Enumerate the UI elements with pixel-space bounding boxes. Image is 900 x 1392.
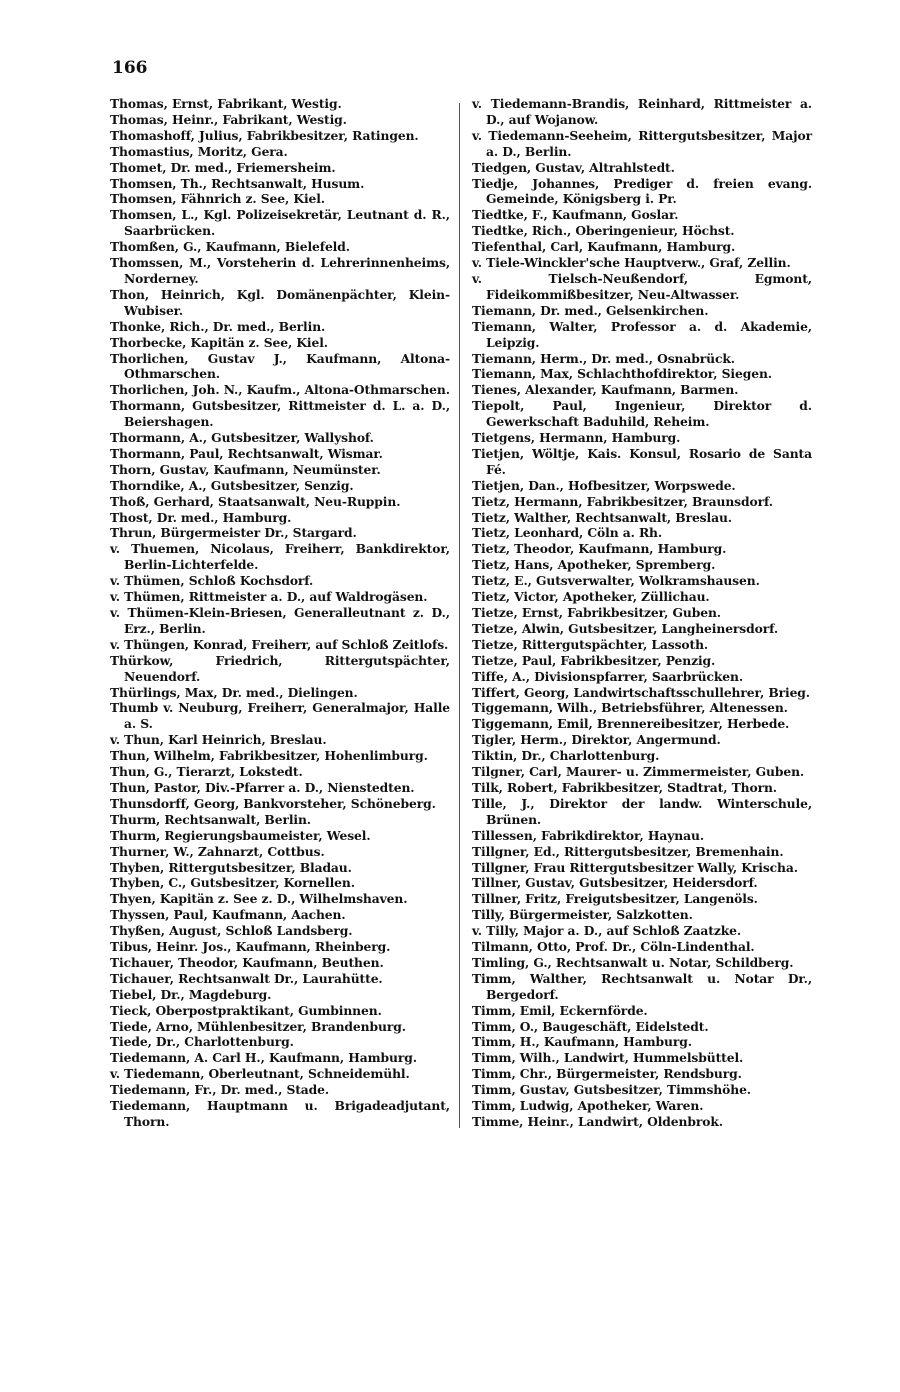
directory-entry: v. Tilly, Major a. D., auf Schloß Zaatzke. (472, 923, 742, 939)
directory-entry: v. Tiele-Winckler'sche Hauptverw., Graf, Zellin. (472, 255, 791, 271)
directory-entry: Tietze, Rittergutspächter, Lassoth. (472, 636, 709, 652)
directory-entry: Thurner, W., Zahnarzt, Cottbus. (110, 843, 325, 859)
directory-entry: Tiedemann, A. Carl H., Kaufmann, Hamburg. (110, 1050, 417, 1066)
directory-entry: Thomßen, G., Kaufmann, Bielefeld. (110, 239, 350, 255)
directory-entry: Thomssen, M., Vorsteherin d. Lehrerinnenheims, Norderney. (110, 255, 450, 286)
directory-entry: Tibus, Heinr. Jos., Kaufmann, Rheinberg. (110, 939, 391, 955)
directory-entry: Tiefenthal, Carl, Kaufmann, Hamburg. (472, 239, 736, 255)
directory-entry: Thomsen, L., Kgl. Polizeisekretär, Leutnant d. R., Saarbrücken. (110, 207, 450, 239)
directory-entry: Tiedemann, Hauptmann u. Brigadeadjutant, Thorn. (110, 1098, 450, 1129)
directory-entry: Tillgner, Ed., Rittergutsbesitzer, Bremenhain. (472, 843, 784, 859)
directory-entry: Tilmann, Otto, Prof. Dr., Cöln-Lindenthal. (472, 939, 755, 955)
directory-entry: Tillessen, Fabrikdirektor, Haynau. (472, 827, 705, 843)
directory-entry: Tietze, Alwin, Gutsbesitzer, Langheinersdorf. (472, 620, 779, 636)
directory-entry: Tienes, Alexander, Kaufmann, Barmen. (472, 382, 739, 398)
directory-entry: Tiffe, A., Divisionspfarrer, Saarbrücken. (472, 668, 744, 684)
directory-entry: Tietz, Victor, Apotheker, Züllichau. (472, 589, 710, 605)
directory-entry: Tieck, Oberpostpraktikant, Gumbinnen. (110, 1002, 382, 1018)
directory-entry: Thomastius, Moritz, Gera. (110, 143, 288, 159)
directory-entry: Timm, Emil, Eckernförde. (472, 1002, 648, 1018)
directory-entry: Thürkow, Friedrich, Rittergutspächter, Neuendorf. (110, 652, 450, 684)
directory-entry: Thormann, Paul, Rechtsanwalt, Wismar. (110, 445, 383, 461)
directory-entry: Tietz, Theodor, Kaufmann, Hamburg. (472, 541, 727, 557)
directory-entry: Tiedje, Johannes, Prediger d. freien evang. Gemeinde, Königsberg i. Pr. (472, 175, 812, 207)
directory-entry: Tietz, E., Gutsverwalter, Wolkramshausen. (472, 573, 760, 589)
directory-entry: Tichauer, Theodor, Kaufmann, Beuthen. (110, 954, 384, 970)
directory-entry: Thonke, Rich., Dr. med., Berlin. (110, 318, 326, 334)
directory-entry: Tietjen, Dan., Hofbesitzer, Worpswede. (472, 477, 736, 493)
directory-entry: Thumb v. Neuburg, Freiherr, Generalmajor, Halle a. S. (110, 700, 450, 732)
directory-entry: Thormann, Gutsbesitzer, Rittmeister d. L. a. D., Beiershagen. (110, 398, 450, 430)
directory-entry: Thyßen, August, Schloß Landsberg. (110, 923, 353, 939)
directory-entry: Timm, Walther, Rechtsanwalt u. Notar Dr., Bergedorf. (472, 970, 812, 1002)
directory-entry: Thormann, A., Gutsbesitzer, Wallyshof. (110, 430, 374, 446)
directory-entry: Tiede, Arno, Mühlenbesitzer, Brandenburg. (110, 1018, 406, 1034)
directory-entry: Timm, O., Baugeschäft, Eidelstedt. (472, 1018, 709, 1034)
directory-entry: Thurm, Regierungsbaumeister, Wesel. (110, 827, 371, 843)
directory-entry: Thomet, Dr. med., Friemersheim. (110, 159, 336, 175)
directory-entry: Thomsen, Fähnrich z. See, Kiel. (110, 191, 325, 207)
directory-entry: Thürlings, Max, Dr. med., Dielingen. (110, 684, 358, 700)
directory-entry: Tillgner, Frau Rittergutsbesitzer Wally, Krischa. (472, 859, 798, 875)
directory-entry: Thun, Wilhelm, Fabrikbesitzer, Hohenlimburg. (110, 748, 428, 764)
directory-entry: Tietz, Walther, Rechtsanwalt, Breslau. (472, 509, 732, 525)
page-number: 166 (112, 58, 148, 78)
directory-entry: Tiffert, Georg, Landwirtschaftsschullehrer, Brieg. (472, 684, 810, 700)
directory-entry: Tietz, Hermann, Fabrikbesitzer, Braunsdorf. (472, 493, 773, 509)
directory-entry: Tichauer, Rechtsanwalt Dr., Laurahütte. (110, 970, 383, 986)
directory-entry: Tiemann, Herm., Dr. med., Osnabrück. (472, 350, 735, 366)
directory-entry: Thomas, Ernst, Fabrikant, Westig. (110, 96, 342, 111)
directory-entry: Tietze, Paul, Fabrikbesitzer, Penzig. (472, 652, 716, 668)
directory-entry: Tiede, Dr., Charlottenburg. (110, 1034, 294, 1050)
directory-entry: Tiktin, Dr., Charlottenburg. (472, 748, 660, 764)
directory-entry: Thyen, Kapitän z. See z. D., Wilhelmshaven. (110, 891, 408, 907)
directory-entry: Tilgner, Carl, Maurer- u. Zimmermeister, Guben. (472, 764, 805, 780)
directory-entry: Tiebel, Dr., Magdeburg. (110, 986, 272, 1002)
directory-entry: Tiemann, Max, Schlachthofdirektor, Siegen. (472, 366, 772, 382)
directory-entry: v. Tielsch-Neußendorf, Egmont, Fideikommißbesitzer, Neu-Altwasser. (472, 270, 812, 302)
directory-entry: Timling, G., Rechtsanwalt u. Notar, Schildberg. (472, 954, 794, 970)
directory-entry: Thun, Pastor, Div.-Pfarrer a. D., Nienstedten. (110, 779, 415, 795)
directory-entry: v. Thümen, Rittmeister a. D., auf Waldrogäsen. (110, 589, 428, 605)
directory-entry: Timm, Chr., Bürgermeister, Rendsburg. (472, 1066, 742, 1082)
directory-entry: Tiedtke, F., Kaufmann, Goslar. (472, 207, 679, 223)
directory-entry: Thorlichen, Gustav J., Kaufmann, Altona-Othmarschen. (110, 350, 450, 382)
directory-entry: v. Thuemen, Nicolaus, Freiherr, Bankdirektor, Berlin-Lichterfelde. (110, 541, 450, 573)
directory-entry: Thunsdorff, Georg, Bankvorsteher, Schöneberg. (110, 795, 436, 811)
directory-entry: Tiemann, Walter, Professor a. d. Akademie, Leipzig. (472, 318, 812, 350)
directory-entry: Tietz, Leonhard, Cöln a. Rh. (472, 525, 663, 541)
directory-entry: Thomas, Heinr., Fabrikant, Westig. (110, 111, 347, 127)
directory-entry: Tietgens, Hermann, Hamburg. (472, 430, 681, 446)
directory-entry: Tillner, Gustav, Gutsbesitzer, Heidersdorf. (472, 875, 758, 891)
directory-entry: Thyssen, Paul, Kaufmann, Aachen. (110, 907, 346, 923)
directory-entry: Tiedemann, Fr., Dr. med., Stade. (110, 1082, 330, 1098)
directory-entry: v. Thüngen, Konrad, Freiherr, auf Schloß Zeitlofs. (110, 636, 449, 652)
directory-entry: Thoß, Gerhard, Staatsanwalt, Neu-Ruppin. (110, 493, 401, 509)
directory-entry: Thun, G., Tierarzt, Lokstedt. (110, 764, 303, 780)
directory-entry: Tietjen, Wöltje, Kais. Konsul, Rosario de Santa Fé. (472, 445, 812, 477)
directory-entry: v. Tiedemann-Seeheim, Rittergutsbesitzer, Major a. D., Berlin. (472, 127, 812, 159)
directory-entry: Tiedtke, Rich., Oberingenieur, Höchst. (472, 223, 735, 239)
directory-entry: v. Tiedemann-Brandis, Reinhard, Rittmeister a. D., auf Wojanow. (472, 96, 812, 127)
directory-entry: Tiepolt, Paul, Ingenieur, Direktor d. Gewerkschaft Baduhild, Reheim. (472, 398, 812, 430)
directory-entry: Thyben, C., Gutsbesitzer, Kornellen. (110, 875, 355, 891)
right-column (472, 96, 812, 1130)
directory-entry: Timm, Wilh., Landwirt, Hummelsbüttel. (472, 1050, 744, 1066)
directory-entry: Thorn, Gustav, Kaufmann, Neumünster. (110, 461, 381, 477)
directory-entry: Thost, Dr. med., Hamburg. (110, 509, 292, 525)
directory-entry: Tillner, Fritz, Freigutsbesitzer, Langenöls. (472, 891, 758, 907)
directory-entry: Timm, Ludwig, Apotheker, Waren. (472, 1098, 704, 1114)
directory-entry: v. Thümen, Schloß Kochsdorf. (110, 573, 314, 589)
directory-entry: Thorlichen, Joh. N., Kaufm., Altona-Othmarschen. (110, 382, 450, 398)
directory-entry: Timm, Gustav, Gutsbesitzer, Timmshöhe. (472, 1082, 751, 1098)
directory-entry: Tiggemann, Wilh., Betriebsführer, Altenessen. (472, 700, 788, 716)
directory-entry: Thyben, Rittergutsbesitzer, Bladau. (110, 859, 352, 875)
directory-entry: Thurm, Rechtsanwalt, Berlin. (110, 811, 311, 827)
directory-entry: Thorndike, A., Gutsbesitzer, Senzig. (110, 477, 354, 493)
directory-entry: Tiggemann, Emil, Brennereibesitzer, Herbede. (472, 716, 790, 732)
directory-entry: Tiemann, Dr. med., Gelsenkirchen. (472, 302, 709, 318)
directory-entry: Tilly, Bürgermeister, Salzkotten. (472, 907, 693, 923)
directory-entry: Tigler, Herm., Direktor, Angermund. (472, 732, 721, 748)
directory-entry: Thomashoff, Julius, Fabrikbesitzer, Ratingen. (110, 127, 419, 143)
directory-entry: v. Thümen-Klein-Briesen, Generalleutnant z. D., Erz., Berlin. (110, 605, 450, 636)
directory-entry: Timm, H., Kaufmann, Hamburg. (472, 1034, 692, 1050)
directory-entry: Tietze, Ernst, Fabrikbesitzer, Guben. (472, 605, 721, 620)
directory-entry: Thorbecke, Kapitän z. See, Kiel. (110, 334, 328, 350)
left-column (110, 96, 450, 1130)
directory-entry: Thrun, Bürgermeister Dr., Stargard. (110, 525, 357, 541)
directory-entry: Thomsen, Th., Rechtsanwalt, Husum. (110, 175, 365, 191)
directory-entry: Timme, Heinr., Landwirt, Oldenbrok. (472, 1114, 723, 1129)
column-divider (459, 103, 460, 1128)
directory-entry: Thon, Heinrich, Kgl. Domänenpächter, Klein-Wubiser. (110, 286, 450, 318)
directory-entry: Tiedgen, Gustav, Altrahlstedt. (472, 159, 675, 175)
directory-entry: v. Thun, Karl Heinrich, Breslau. (110, 732, 327, 748)
directory-entry: Tietz, Hans, Apotheker, Spremberg. (472, 557, 716, 573)
directory-entry: v. Tiedemann, Oberleutnant, Schneidemühl. (110, 1066, 410, 1082)
directory-entry: Tille, J., Direktor der landw. Winterschule, Brünen. (472, 795, 812, 827)
directory-entry: Tilk, Robert, Fabrikbesitzer, Stadtrat, Thorn. (472, 779, 777, 795)
